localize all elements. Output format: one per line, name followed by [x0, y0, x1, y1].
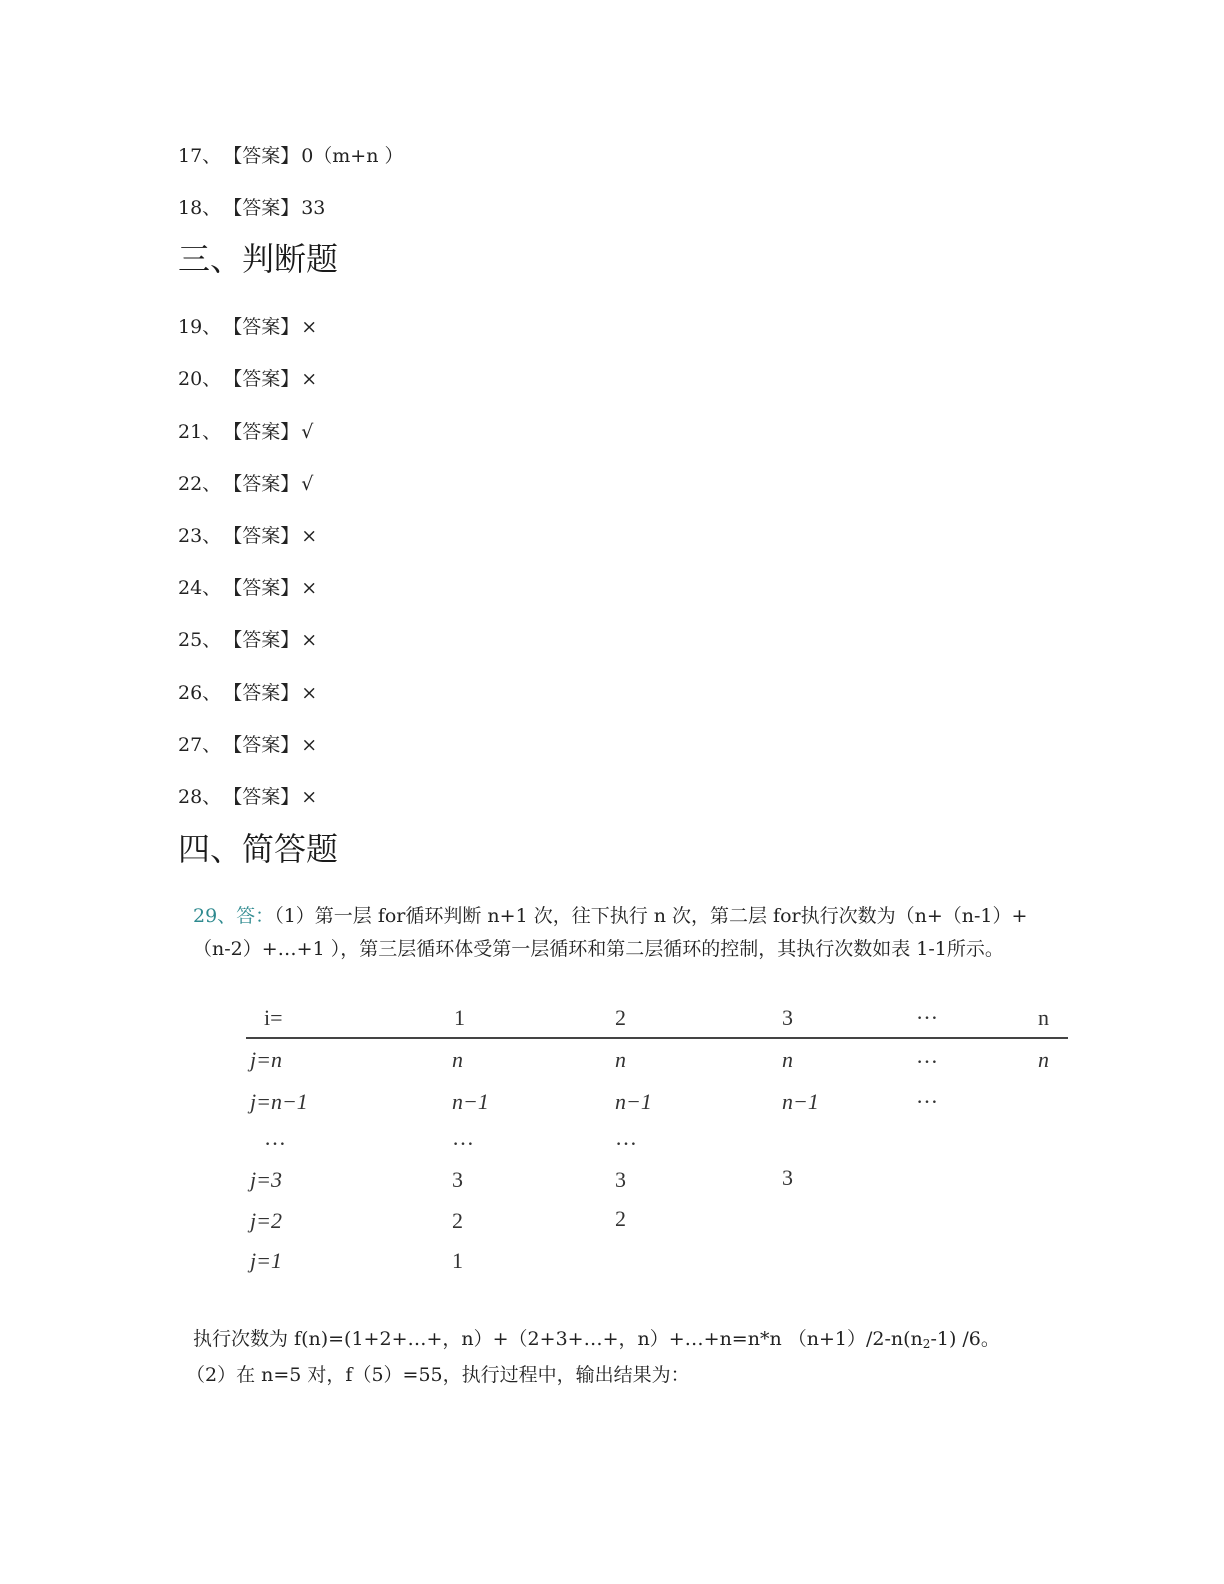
answer-label: 【答案】	[223, 368, 300, 390]
table-cell: 3	[782, 1165, 793, 1190]
table-header-cell: n	[1038, 1005, 1049, 1030]
table-cell: n	[452, 1047, 463, 1072]
answer-20	[178, 367, 317, 391]
answer-label: 【答案】	[223, 145, 300, 167]
answer-label: 【答案】	[223, 316, 300, 338]
answer-number: 27、	[178, 734, 222, 756]
table-cell: 2	[452, 1208, 463, 1233]
table-cell: …	[615, 1125, 637, 1150]
table-cell: n	[615, 1047, 626, 1072]
answer-value: √	[301, 473, 314, 495]
table-cell: …	[916, 1043, 938, 1068]
answer-19	[178, 315, 317, 339]
answer-value: ×	[301, 316, 318, 338]
table-cell: n−1	[615, 1089, 652, 1114]
answer-26	[178, 681, 317, 705]
answer-number: 26、	[178, 682, 222, 704]
table-header-cell: i=	[264, 1005, 283, 1030]
table-cell: j=n	[250, 1047, 282, 1072]
answer-label: 【答案】	[223, 682, 300, 704]
table-cell: 2	[615, 1206, 626, 1231]
table-cell: j=2	[250, 1208, 282, 1233]
table-header-cell: 3	[782, 1005, 793, 1030]
execution-count-formula	[193, 1326, 1000, 1357]
answer-number: 21、	[178, 421, 222, 443]
answer-label: 【答案】	[223, 629, 300, 651]
table-cell: n	[1038, 1047, 1049, 1072]
answer-number: 17、	[178, 145, 222, 167]
answer-number: 23、	[178, 525, 222, 547]
question-29-part-2: （2）在 n=5 对，f（5）=55，执行过程中，输出结果为：	[186, 1364, 690, 1386]
question-number: 29、答：	[193, 905, 275, 927]
answer-label: 【答案】	[223, 734, 300, 756]
table-cell: n	[782, 1047, 793, 1072]
answer-number: 25、	[178, 629, 222, 651]
table-cell: 3	[615, 1167, 626, 1192]
answer-value: ×	[301, 682, 318, 704]
table-header-rule	[246, 1037, 1068, 1039]
table-cell: n−1	[452, 1089, 489, 1114]
answer-value: 33	[301, 197, 326, 219]
answer-label: 【答案】	[223, 197, 300, 219]
formula-suffix: -1) /6。	[930, 1328, 1000, 1350]
answer-number: 24、	[178, 577, 222, 599]
answer-value: ×	[301, 734, 318, 756]
question-text: （1）第一层 for循环判断 n+1 次，往下执行 n 次，第二层 for执行次数为（n+（n-1）+（n-2）+…+1 ），第三层循环体受第一层循环和第二层循环的控制，其执行次数如表 1-1所示。	[193, 905, 1028, 960]
execution-count-table	[246, 999, 1070, 1284]
answer-number: 18、	[178, 197, 222, 219]
table-cell: j=n−1	[250, 1089, 308, 1114]
answer-17	[178, 144, 404, 168]
answer-number: 28、	[178, 786, 222, 808]
table-cell: …	[916, 1083, 938, 1108]
section-heading-judgement: 三、判断题	[178, 240, 339, 278]
question-29-paragraph	[193, 900, 1033, 966]
answer-28	[178, 785, 317, 809]
answer-value: ×	[301, 525, 318, 547]
answer-value: 0（m+n ）	[301, 145, 404, 167]
answer-24	[178, 576, 317, 600]
table-header-cell: 2	[615, 1005, 626, 1030]
answer-label: 【答案】	[223, 421, 300, 443]
formula-subscript: 2	[922, 1337, 931, 1351]
table-cell: n−1	[782, 1089, 819, 1114]
answer-23	[178, 524, 317, 548]
answer-27	[178, 733, 317, 757]
table-cell: …	[452, 1125, 474, 1150]
answer-label: 【答案】	[223, 473, 300, 495]
answer-value: ×	[301, 786, 318, 808]
table-header-cell: 1	[454, 1005, 465, 1030]
table-header-cell: …	[916, 999, 938, 1024]
answer-25	[178, 628, 317, 652]
answer-label: 【答案】	[223, 577, 300, 599]
answer-value: √	[301, 421, 314, 443]
table-cell: j=3	[250, 1167, 282, 1192]
answer-value: ×	[301, 368, 318, 390]
answer-21	[178, 420, 313, 444]
table-cell: 1	[452, 1248, 463, 1273]
answer-number: 22、	[178, 473, 222, 495]
table-cell: …	[264, 1125, 286, 1150]
answer-number: 20、	[178, 368, 222, 390]
section-heading-short-answer: 四、简答题	[178, 830, 339, 868]
answer-18	[178, 196, 325, 220]
answer-value: ×	[301, 577, 318, 599]
answer-number: 19、	[178, 316, 222, 338]
answer-value: ×	[301, 629, 318, 651]
answer-22	[178, 472, 313, 496]
answer-label: 【答案】	[223, 786, 300, 808]
table-cell: j=1	[250, 1248, 282, 1273]
answer-label: 【答案】	[223, 525, 300, 547]
formula-prefix: 执行次数为 f(n)=(1+2+…+，n）+（2+3+…+，n）+…+n=n*n （n+1）/2-n(n	[193, 1328, 923, 1350]
table-cell: 3	[452, 1167, 463, 1192]
